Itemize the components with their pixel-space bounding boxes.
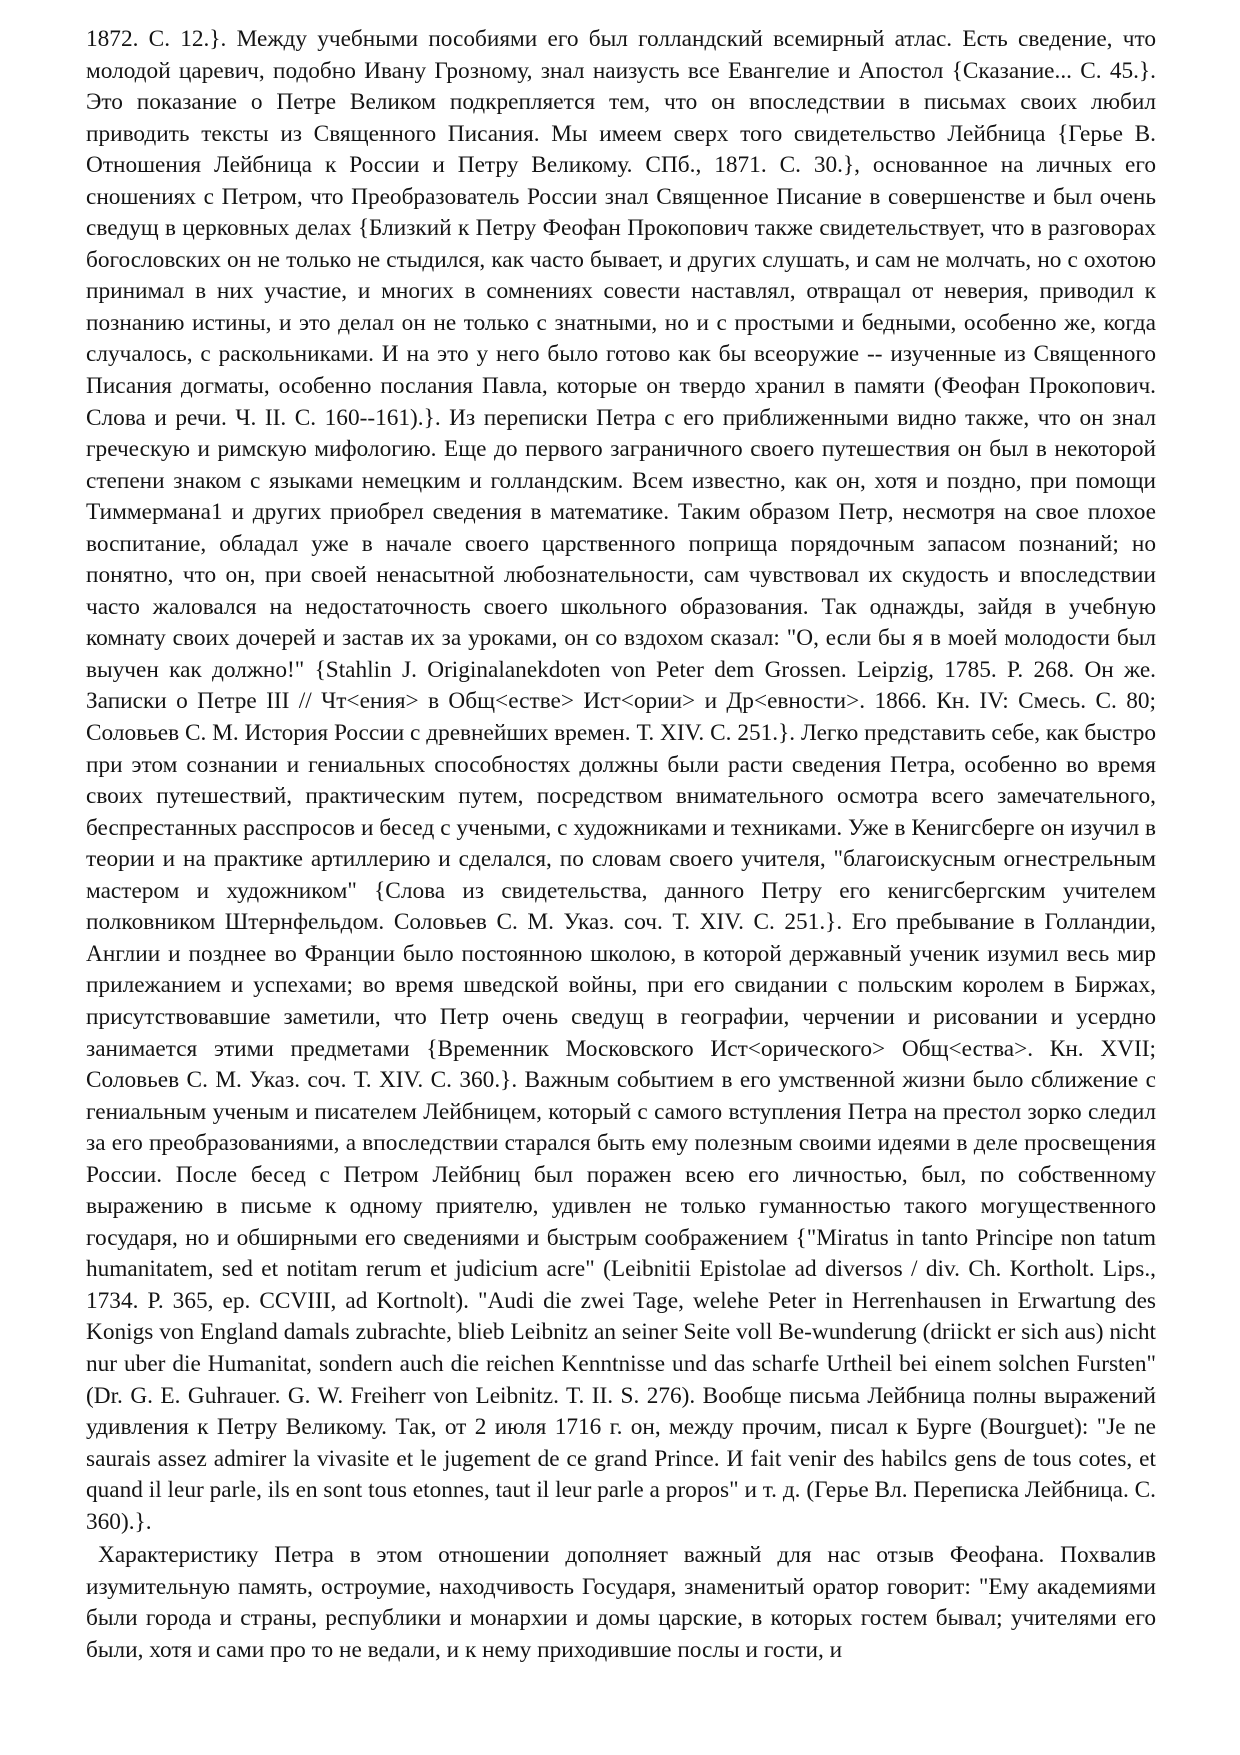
document-page [86, 24, 1156, 1666]
body-paragraph: 1872. С. 12.}. Между учебными пособиями его был голландский всемирный атлас. Есть сведение, что молодой царевич, подобно Ивану Грозному, знал наизусть все Евангелие и Апостол {Сказание... С. 45.}. Это показание о Петре Великом подкрепляется тем, что он впоследствии в письмах своих любил приводить тексты из Священного Писания. Мы имеем сверх того свидетельство Лейбница {Герье В. Отношения Лейбница к России и Петру Великому. СПб., 1871. С. 30.}, основанное на личных его сношениях с Петром, что Преобразователь России знал Священное Писание в совершенстве и был очень сведущ в церковных делах {Близкий к Петру Феофан Прокопович также свидетельствует, что в разговорах богословских он не только не стыдился, как часто бывает, и других слушать, и сам не молчать, но с охотою принимал в них участие, и многих в сомнениях совести наставлял, отвращал от неверия, приводил к познанию истины, и это делал он не только с знатными, но и с простыми и бедными, особенно же, когда случалось, с раскольниками. И на это у него было готово как бы всеоружие -- изученные из Священного Писания догматы, особенно послания Павла, которые он твердо хранил в памяти (Феофан Прокопович. Слова и речи. Ч. II. С. 160--161).}. Из переписки Петра с его приближенными видно также, что он знал греческую и римскую мифологию. Еще до первого заграничного своего путешествия он был в некоторой степени знаком с языками немецким и голландским. Всем известно, как он, хотя и поздно, при помощи Тиммермана1 и других приобрел сведения в математике. Таким образом Петр, несмотря на свое плохое воспитание, обладал уже в начале своего царственного поприща порядочным запасом познаний; но понятно, что он, при своей ненасытной любознательности, сам чувствовал их скудость и впоследствии часто жаловался на недостаточность своего школьного образования. Так однажды, зайдя в учебную комнату своих дочерей и застав их за уроками, он со вздохом сказал: "О, если бы я в моей молодости был выучен как должно!" {Stahlin J. Originalanekdoten von Peter dem Grossen. Leipzig, 1785. P. 268. Он же. Записки о Петре III // Чт<ения> в Общ<естве> Ист<ории> и Др<евности>. 1866. Кн. IV: Смесь. С. 80; Соловьев С. М. История России с древнейших времен. Т. XIV. С. 251.}. Легко представить себе, как быстро при этом сознании и гениальных способностях должны были расти сведения Петра, особенно во время своих путешествий, практическим путем, посредством внимательного осмотра всего замечательного, беспрестанных расспросов и бесед с учеными, с художниками и техниками. Уже в Кенигсберге он изучил в теории и на практике артиллерию и сделался, по словам своего учителя, "благоискусным огнестрельным мастером и художником" {Слова из свидетельства, данного Петру его кенигсбергским учителем полковником Штернфельдом. Соловьев С. М. Указ. соч. Т. XIV. С. 251.}. Его пребывание в Голландии, Англии и позднее во Франции было постоянною школою, в которой державный ученик изумил весь мир прилежанием и успехами; во время шведской войны, при его свидании с польским королем в Биржах, присутствовавшие заметили, что Петр очень сведущ в географии, черчении и рисовании и усердно занимается этими предметами {Временник Московского Ист<орического> Общ<ества>. Кн. XVII; Соловьев С. М. Указ. соч. Т. XIV. С. 360.}. Важным событием в его умственной жизни было сближение с гениальным ученым и писателем Лейбницем, который с самого вступления Петра на престол зорко следил за его преобразованиями, а впоследствии старался быть ему полезным своими идеями в деле просвещения России. После бесед с Петром Лейбниц был поражен всею его личностью, был, по собственному выражению в письме к одному приятелю, удивлен не только гуманностью такого могущественного государя, но и обширными его сведениями и быстрым соображением {"Miratus in tanto Principe non tatum humanitatem, sed et notitam rerum et judicium acre" (Leibnitii Epistolae ad diversos / div. Ch. Kortholt. Lips., 1734. P. 365, ep. CCVIII, ad Kortnolt). "Audi die zwei Tage, welehe Peter in Herrenhausen in Erwartung des Konigs von England damals zubrachte, blieb Leibnitz an seiner Seite voll Be-wunderung (driickt er sich aus) nicht nur uber die Humanitat, sondern auch die reichen Kenntnisse und das scharfe Urtheil bei einem solchen Fursten" (Dr. G. E. Guhrauer. G. W. Freiherr von Leibnitz. T. II. S. 276). Вообще письма Лейбница полны выражений удивления к Петру Великому. Так, от 2 июля 1716 г. он, между прочим, писал к Бурге (Bourguet): "Je ne saurais assez admirer la vivasite et le jugement de ce grand Prince. И fait venir des habilcs gens de tous cotes, et quand il leur parle, ils en sont tous etonnes, taut il leur parle a propos" и т. д. (Герье Вл. Переписка Лейбница. С. 360).}. [86, 26, 1156, 1535]
body-paragraph: Характеристику Петра в этом отношении дополняет важный для нас отзыв Феофана. Похвалив изумительную память, остроумие, находчивость Государя, знаменитый оратор говорит: "Ему академиями были города и страны, республики и монархии и домы царские, в которых гостем бывал; учителями его были, хотя и сами про то не ведали, и к нему приходившие послы и гости, и [86, 1542, 1156, 1663]
